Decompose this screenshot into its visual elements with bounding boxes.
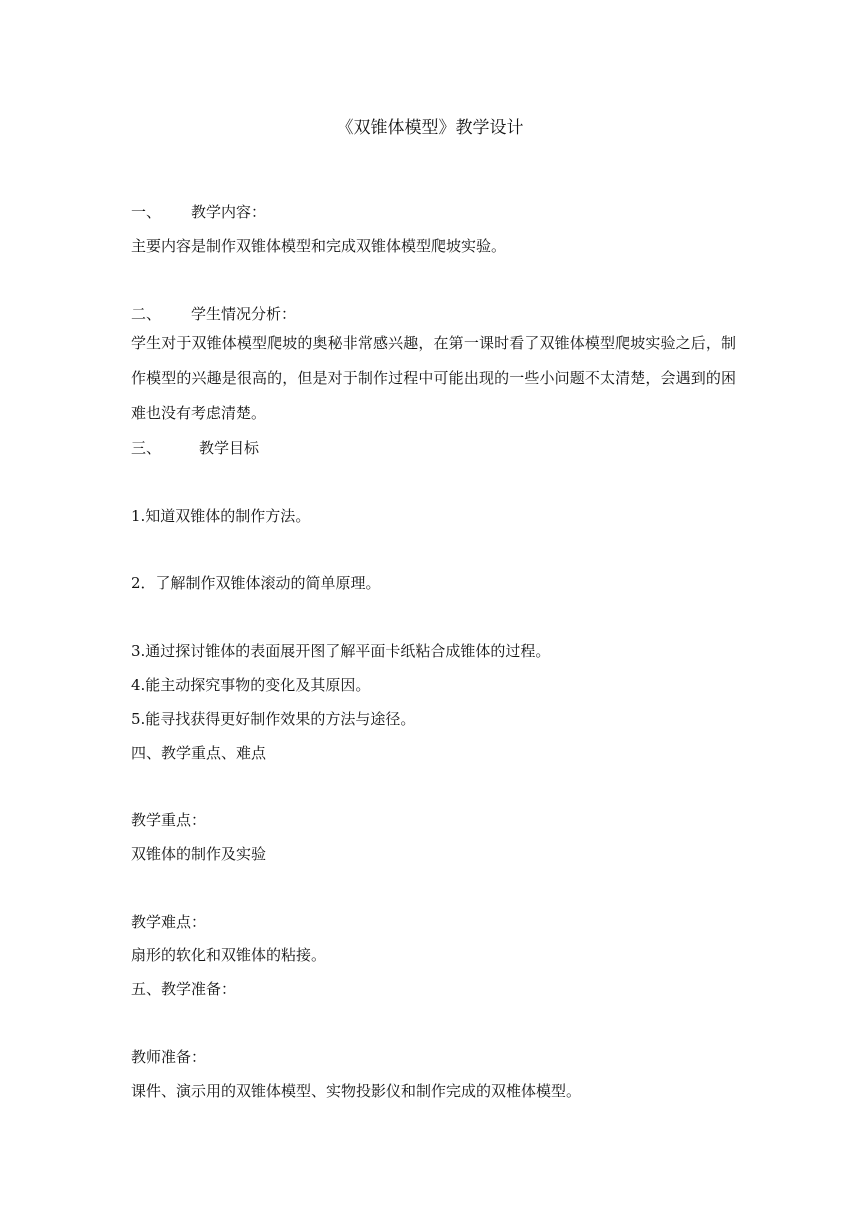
- key-point-label: 教学重点：: [131, 811, 207, 829]
- teacher-prep-label: 教师准备：: [131, 1048, 207, 1066]
- section-3-title: 教学目标: [199, 439, 260, 457]
- goal-item: 2．了解制作双锥体滚动的简单原理。: [131, 574, 381, 592]
- teacher-prep-text: 课件、演示用的双锥体模型、实物投影仪和制作完成的双椎体模型。: [131, 1082, 582, 1100]
- section-4-heading: 四、教学重点、难点: [131, 744, 267, 762]
- section-2-title: 学生情况分析：: [191, 305, 297, 323]
- section-3-number: 三、: [131, 439, 162, 457]
- section-5-heading: 五、教学准备：: [131, 980, 237, 998]
- goal-item: 5.能寻找获得更好制作效果的方法与途径。: [131, 710, 416, 728]
- section-3-heading: [131, 437, 259, 459]
- section-1-body: 主要内容是制作双锥体模型和完成双锥体模型爬坡实验。: [131, 237, 507, 255]
- section-1-number: 一、: [131, 203, 162, 221]
- section-2-body: 学生对于双锥体模型爬坡的奥秘非常感兴趣，在第一课时看了双锥体模型爬坡实验之后，制作模型的兴趣是很高的，但是对于制作过程中可能出现的一些小问题不太清楚，会遇到的困难也没有考虑清楚。: [131, 334, 736, 422]
- section-1-title: 教学内容：: [191, 203, 267, 221]
- difficulty-text: 扇形的软化和双锥体的粘接。: [131, 946, 327, 964]
- goal-item: 3.通过探讨锥体的表面展开图了解平面卡纸粘合成锥体的过程。: [131, 642, 551, 660]
- document-title: 《双锥体模型》教学设计: [336, 118, 524, 138]
- key-point-text: 双锥体的制作及实验: [131, 845, 267, 863]
- goal-item: 4.能主动探究事物的变化及其原因。: [131, 676, 371, 694]
- section-1-heading: [131, 201, 266, 223]
- section-2-heading: [131, 303, 296, 325]
- goal-item: 1.知道双锥体的制作方法。: [131, 507, 311, 525]
- section-2-number: 二、: [131, 305, 162, 323]
- difficulty-label: 教学难点：: [131, 913, 207, 931]
